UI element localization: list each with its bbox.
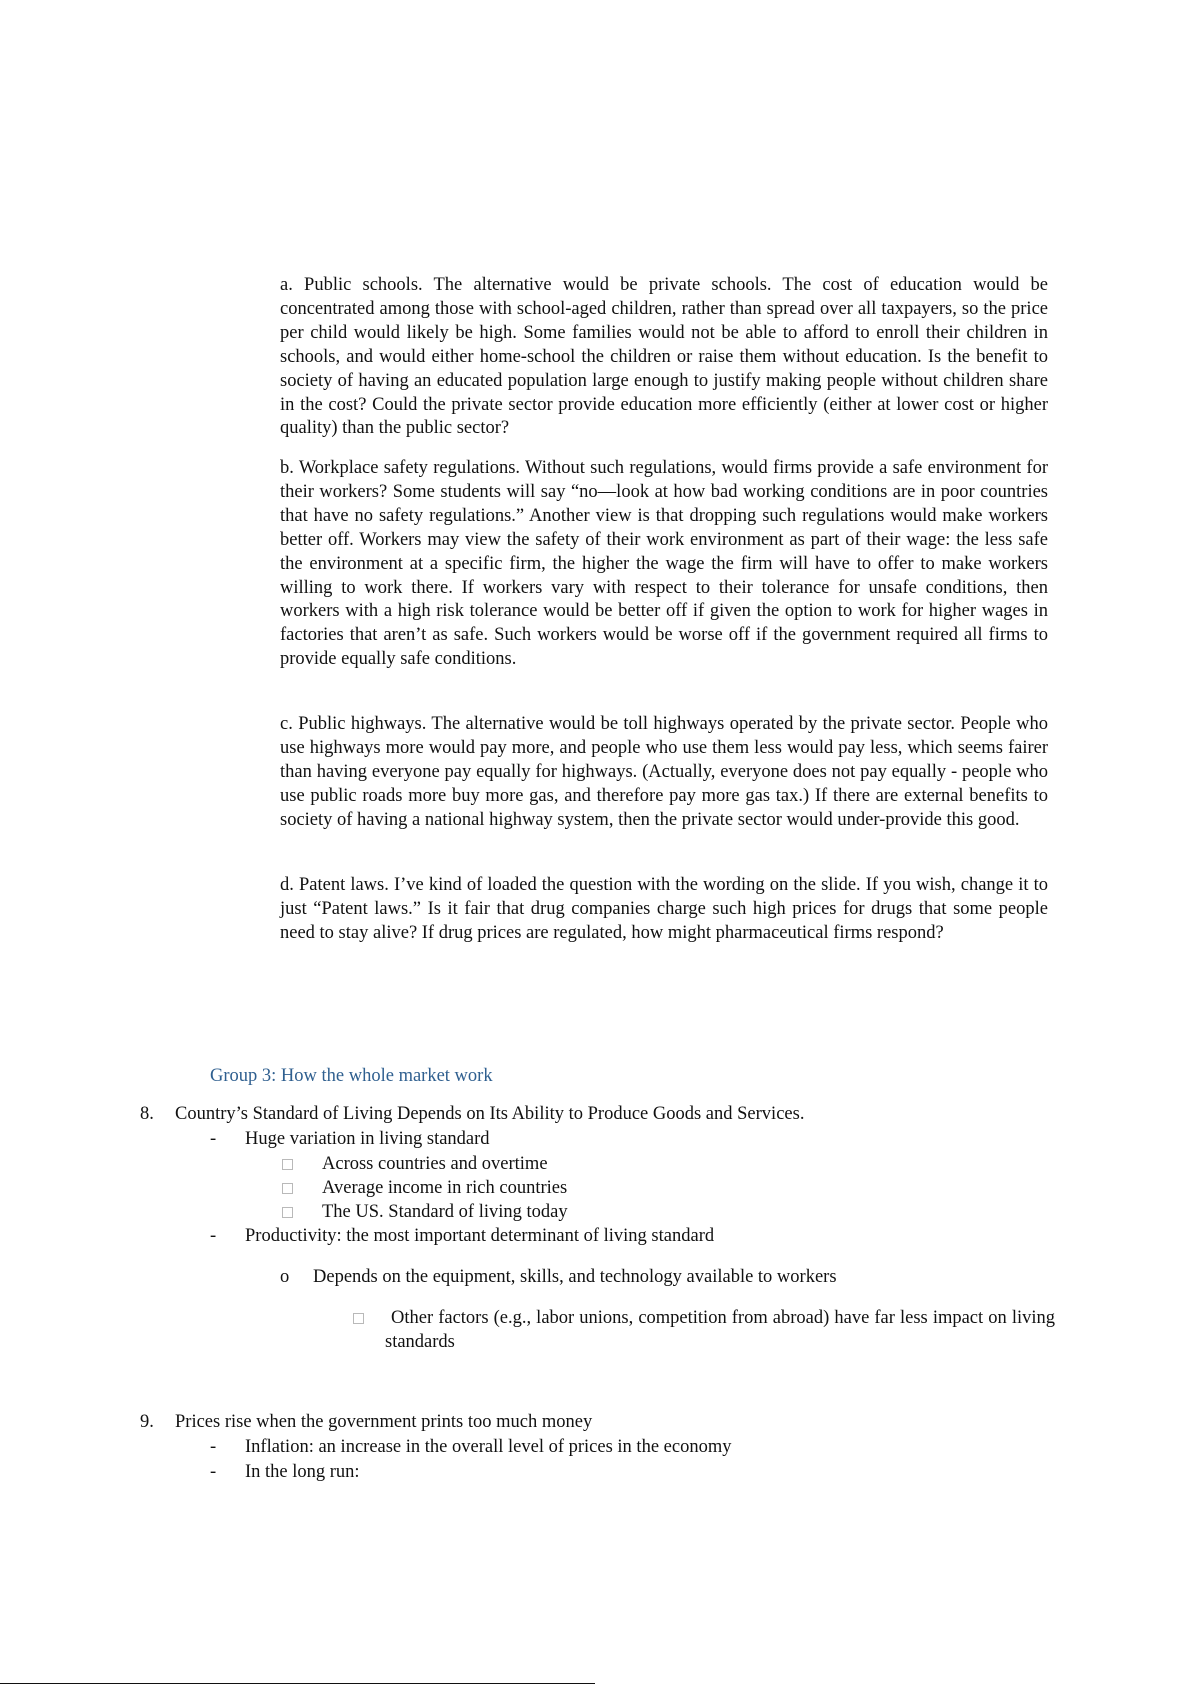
hollow-square-bullet-icon bbox=[282, 1159, 293, 1170]
item-number: 9. bbox=[140, 1412, 154, 1432]
group-3-heading: Group 3: How the whole market work bbox=[210, 1066, 493, 1086]
dash-bullet: - bbox=[210, 1462, 217, 1482]
dash-bullet: - bbox=[210, 1226, 217, 1246]
paragraph-patent-laws: d. Patent laws. I’ve kind of loaded the question with the wording on the slide. If you wish, change it to just “Patent laws.” Is it fair that drug companies charge such high prices for drugs that some people need to stay alive? If drug prices are regulated, how might pharmaceutical firms respond? bbox=[280, 875, 1048, 943]
sub-item-text: Inflation: an increase in the overall level of prices in the economy bbox=[245, 1437, 732, 1457]
hollow-square-bullet-icon bbox=[282, 1183, 293, 1194]
item-title: Country’s Standard of Living Depends on Its Ability to Produce Goods and Services. bbox=[175, 1104, 805, 1124]
sub-item-text: Productivity: the most important determinant of living standard bbox=[245, 1226, 715, 1246]
item-title: Prices rise when the government prints too much money bbox=[175, 1412, 593, 1432]
o-point-text: Depends on the equipment, skills, and technology available to workers bbox=[313, 1267, 837, 1287]
point-text: Average income in rich countries bbox=[322, 1178, 568, 1198]
point-text: Across countries and overtime bbox=[322, 1154, 548, 1174]
point-text: The US. Standard of living today bbox=[322, 1202, 568, 1222]
page-bottom-rule bbox=[0, 1683, 595, 1684]
paragraph-workplace-safety: b. Workplace safety regulations. Without such regulations, would firms provide a safe environment for their workers? Some students will say “no—look at how bad working conditions are in poor countries that have no safety regulations.” Another view is that dropping such regulations would make workers better off. Workers may view the safety of their work environment as part of their wage: the less safe the environment at a specific firm, the higher the wage the firm will have to offer to make workers willing to work there. If workers vary with respect to their tolerance for unsafe conditions, then workers with a high risk tolerance would be better off if given the option to work for higher wages in factories that aren’t as safe. Such workers would be worse off if the government required all firms to provide equally safe conditions. bbox=[280, 458, 1048, 670]
paragraph-public-highways: c. Public highways. The alternative would be toll highways operated by the private sector. People who use highways more would pay more, and people who use them less would pay less, which seems fairer than having everyone pay equally for highways. (Actually, everyone does not pay equally - people who use public roads more buy more gas, and therefore pay more gas tax.) If there are external benefits to society of having a national highway system, then the private sector would under-provide this good. bbox=[280, 714, 1048, 830]
dash-bullet: - bbox=[210, 1437, 217, 1457]
deep-point-text: Other factors (e.g., labor unions, competition from abroad) have far less impact on living standards bbox=[385, 1308, 1055, 1352]
paragraph-public-schools: a. Public schools. The alternative would be private schools. The cost of education would be concentrated among those with school-aged children, rather than spread over all taxpayers, so the price per child would likely be high. Some families would not be able to afford to enroll their children in schools, and would either home-school the children or raise them without education. Is the benefit to society of having an educated population large enough to justify making people without children share in the cost? Could the private sector provide education more efficiently (either at lower cost or higher quality) than the public sector? bbox=[280, 275, 1048, 439]
o-bullet: o bbox=[280, 1267, 290, 1287]
sub-item-text: In the long run: bbox=[245, 1462, 360, 1482]
hollow-square-bullet-icon bbox=[282, 1207, 293, 1218]
sub-item-text: Huge variation in living standard bbox=[245, 1129, 490, 1149]
dash-bullet: - bbox=[210, 1129, 217, 1149]
item-number: 8. bbox=[140, 1104, 154, 1124]
hollow-square-bullet-icon bbox=[353, 1313, 364, 1324]
